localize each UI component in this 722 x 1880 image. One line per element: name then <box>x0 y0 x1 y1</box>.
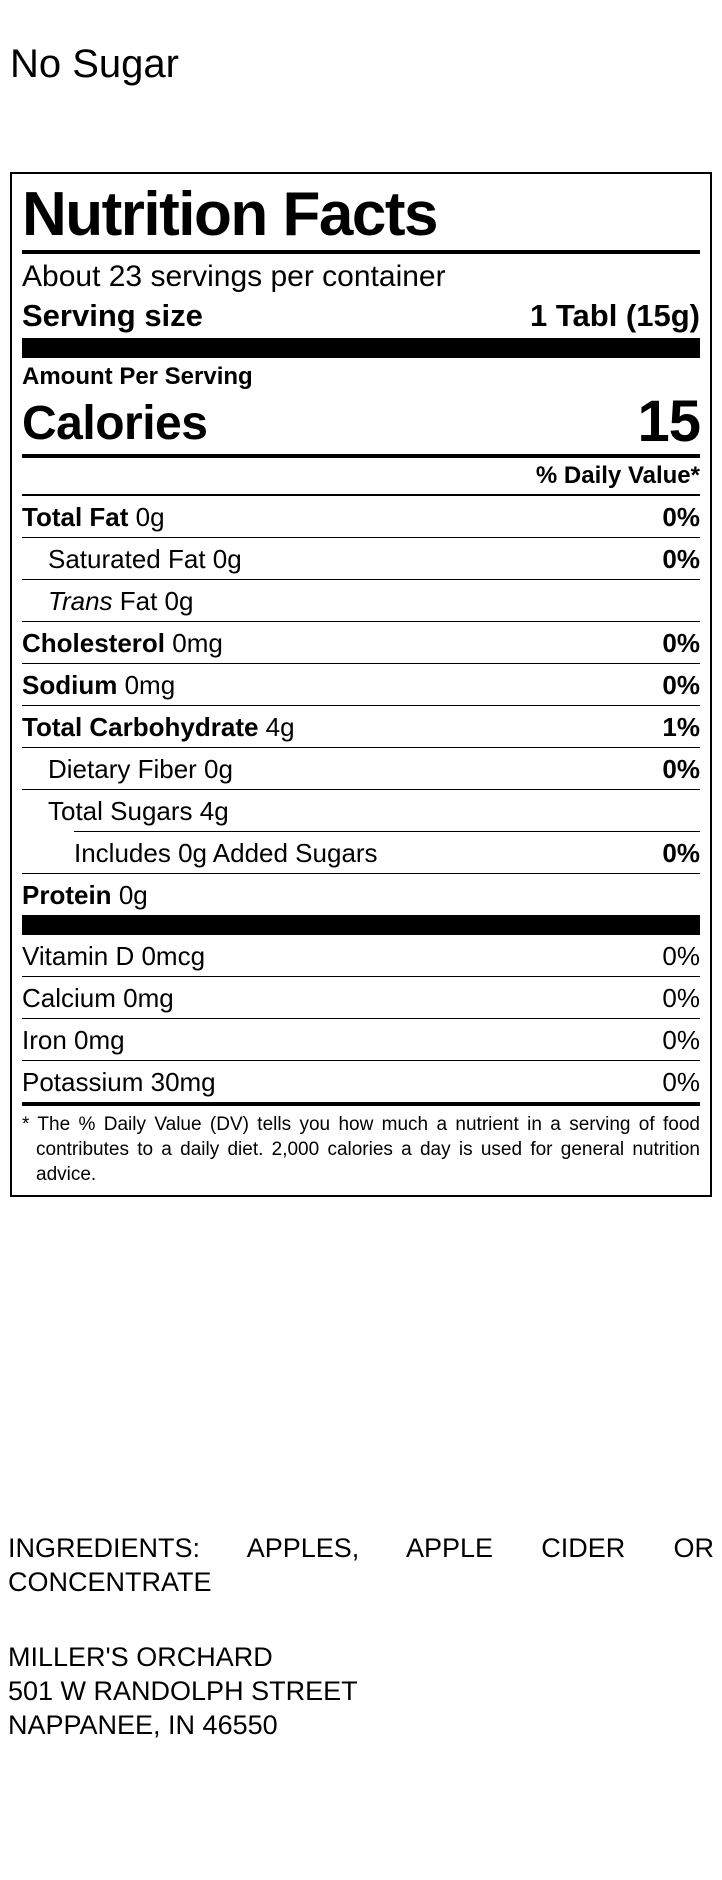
row-vitamin-d-label: Vitamin D 0mcg <box>22 941 206 971</box>
row-iron-pct: 0% <box>662 1025 700 1055</box>
amount-per-serving-label: Amount Per Serving <box>22 363 253 390</box>
row-dietary-fiber-pct: 0% <box>662 754 700 784</box>
row-added-sugars <box>22 832 700 873</box>
row-total-fat-name: Total Fat <box>22 502 129 532</box>
row-trans-fat-label <box>48 584 193 618</box>
row-vitamin-d <box>22 935 700 976</box>
row-cholesterol-amount: 0mg <box>172 628 223 658</box>
manufacturer-address <box>8 1640 714 1742</box>
row-total-carbohydrate-name: Total Carbohydrate <box>22 712 259 742</box>
row-total-carbohydrate <box>22 706 700 747</box>
row-total-fat-pct: 0% <box>662 502 700 532</box>
row-total-fat-label <box>22 500 165 534</box>
row-potassium-pct: 0% <box>662 1067 700 1097</box>
manufacturer-city-state-zip: NAPPANEE, IN 46550 <box>8 1710 278 1740</box>
row-dietary-fiber-label: Dietary Fiber 0g <box>48 754 233 784</box>
row-cholesterol <box>22 622 700 663</box>
row-dietary-fiber <box>22 748 700 789</box>
row-trans-fat-italic: Trans <box>48 586 113 616</box>
calories-label: Calories <box>22 397 208 450</box>
calories-value: 15 <box>637 389 700 454</box>
row-protein-name: Protein <box>22 880 112 910</box>
row-saturated-fat-label: Saturated Fat 0g <box>48 544 242 574</box>
row-saturated-fat <box>22 538 700 579</box>
nutrition-facts-panel <box>10 172 712 1197</box>
daily-value-footnote-text <box>22 1112 700 1187</box>
row-total-fat <box>22 496 700 537</box>
row-saturated-fat-pct: 0% <box>662 544 700 574</box>
row-total-carbohydrate-amount: 4g <box>265 712 295 742</box>
row-sodium-pct: 0% <box>662 670 700 700</box>
servings-per-container: About 23 servings per container <box>22 260 446 293</box>
calories-row <box>22 389 700 454</box>
row-total-carbohydrate-pct: 1% <box>662 712 700 742</box>
manufacturer-street: 501 W RANDOLPH STREET <box>8 1676 358 1706</box>
row-calcium-label: Calcium 0mg <box>22 983 174 1013</box>
row-potassium <box>22 1061 700 1102</box>
nutrition-facts-title: Nutrition Facts <box>22 180 437 249</box>
ingredients-statement: INGREDIENTS: APPLES, APPLE CIDER OR CONCENTRATE <box>8 1533 714 1597</box>
row-cholesterol-name: Cholesterol <box>22 628 166 658</box>
row-potassium-label: Potassium 30mg <box>22 1067 216 1097</box>
daily-value-header: % Daily Value* <box>535 462 700 489</box>
row-trans-fat <box>22 580 700 621</box>
footnote-asterisk: * <box>22 1114 30 1135</box>
row-sodium-amount: 0mg <box>124 670 176 700</box>
row-calcium <box>22 977 700 1018</box>
row-cholesterol-label <box>22 626 223 660</box>
row-iron-label: Iron 0mg <box>22 1025 125 1055</box>
row-protein-label <box>22 878 148 912</box>
row-iron <box>22 1019 700 1060</box>
row-protein-amount: 0g <box>118 880 148 910</box>
row-cholesterol-pct: 0% <box>662 628 700 658</box>
row-sodium-label <box>22 668 175 702</box>
product-title: No Sugar <box>10 42 179 86</box>
row-trans-fat-rest: Fat 0g <box>112 586 194 616</box>
serving-size-row <box>22 296 700 338</box>
row-total-fat-amount: 0g <box>135 502 165 532</box>
row-vitamin-d-pct: 0% <box>662 941 700 971</box>
row-total-sugars-label: Total Sugars 4g <box>48 796 229 826</box>
row-sodium <box>22 664 700 705</box>
row-sodium-name: Sodium <box>22 670 118 700</box>
row-added-sugars-label: Includes 0g Added Sugars <box>74 838 378 868</box>
daily-value-footnote <box>22 1106 700 1189</box>
serving-size-value: 1 Tabl (15g) <box>530 298 700 333</box>
divider-thick-bottom <box>22 915 700 935</box>
divider-thick-top <box>22 338 700 358</box>
row-calcium-pct: 0% <box>662 983 700 1013</box>
row-total-carbohydrate-label <box>22 710 295 744</box>
serving-size-label: Serving size <box>22 298 203 333</box>
row-protein <box>22 874 700 915</box>
manufacturer-name: MILLER'S ORCHARD <box>8 1642 273 1672</box>
row-added-sugars-pct: 0% <box>662 838 700 868</box>
footnote-body: The % Daily Value (DV) tells you how much a nutrient in a serving of food contributes to a daily diet. 2,000 calories a day is used for general nutrition advice. <box>36 1114 700 1185</box>
row-total-sugars <box>22 790 700 831</box>
